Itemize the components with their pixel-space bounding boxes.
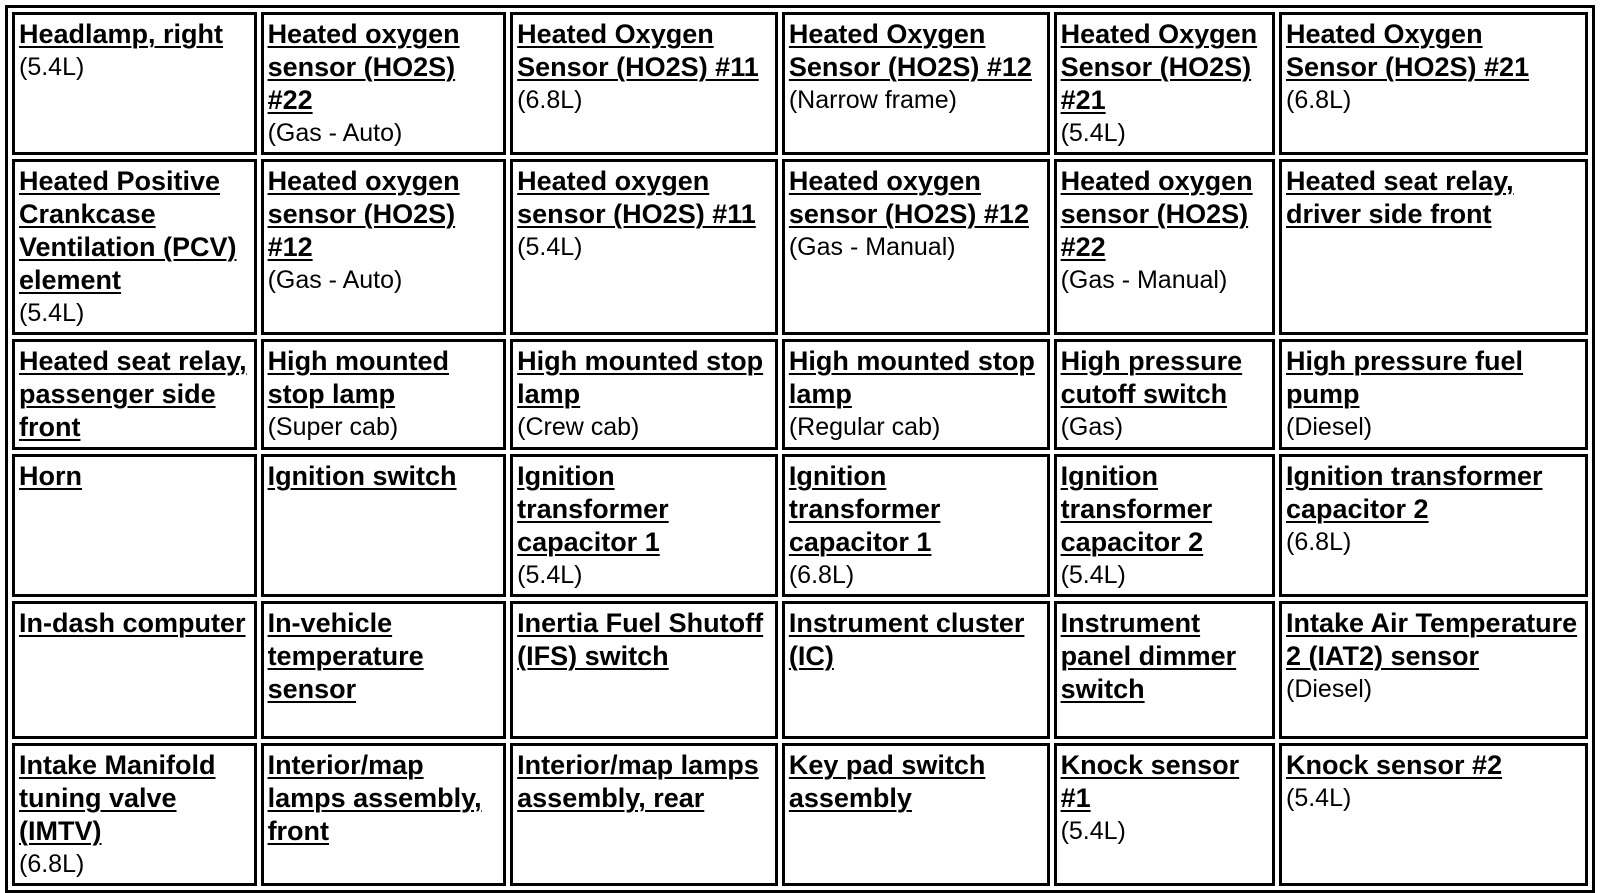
table-cell bbox=[1054, 743, 1275, 886]
component-link[interactable]: Inertia Fuel Shutoff (IFS) switch bbox=[517, 608, 764, 671]
table-cell bbox=[1279, 601, 1588, 739]
table-cell bbox=[1054, 454, 1275, 597]
component-locator-table bbox=[5, 5, 1595, 893]
component-note: (Diesel) bbox=[1286, 413, 1373, 441]
component-note: (Gas - Auto) bbox=[267, 266, 403, 294]
table-cell bbox=[510, 159, 778, 335]
table-cell bbox=[261, 743, 507, 886]
component-link[interactable]: Interior/map lamps assembly, rear bbox=[517, 750, 759, 813]
table-row bbox=[12, 743, 1588, 886]
table-row bbox=[12, 339, 1588, 450]
component-link[interactable]: In-dash computer bbox=[19, 608, 246, 638]
component-note: (Narrow frame) bbox=[788, 86, 957, 114]
component-link[interactable]: Interior/map lamps assembly, front bbox=[267, 750, 482, 846]
component-link[interactable]: In-vehicle temperature sensor bbox=[267, 608, 424, 704]
table-cell bbox=[782, 601, 1050, 739]
component-note: (5.4L) bbox=[1060, 119, 1126, 147]
component-link[interactable]: Horn bbox=[19, 461, 82, 491]
table-row bbox=[12, 601, 1588, 739]
component-note: (Diesel) bbox=[1286, 675, 1373, 703]
table-cell bbox=[510, 601, 778, 739]
table-cell bbox=[510, 454, 778, 597]
component-link[interactable]: Ignition transformer capacitor 2 bbox=[1060, 461, 1213, 557]
component-note: (6.8L) bbox=[1286, 86, 1352, 114]
table-cell bbox=[782, 12, 1050, 155]
table-row bbox=[12, 12, 1588, 155]
component-note: (5.4L) bbox=[517, 233, 583, 261]
component-link[interactable]: High mounted stop lamp bbox=[517, 346, 764, 409]
table-cell bbox=[782, 159, 1050, 335]
component-link[interactable]: Key pad switch assembly bbox=[788, 750, 986, 813]
component-note: (Gas - Manual) bbox=[1060, 266, 1228, 294]
table-cell bbox=[12, 601, 257, 739]
component-link[interactable]: Ignition transformer capacitor 2 bbox=[1286, 461, 1543, 524]
table-cell bbox=[782, 743, 1050, 886]
table-cell bbox=[12, 159, 257, 335]
table-cell bbox=[1279, 339, 1588, 450]
component-link[interactable]: Knock sensor #1 bbox=[1060, 750, 1240, 813]
component-link[interactable]: Heated Oxygen Sensor (HO2S) #21 bbox=[1060, 19, 1258, 115]
table-cell bbox=[1279, 159, 1588, 335]
table-cell bbox=[261, 159, 507, 335]
component-link[interactable]: Heated Positive Crankcase Ventilation (PCV) element bbox=[19, 166, 237, 295]
component-note: (5.4L) bbox=[1060, 561, 1126, 589]
component-link[interactable]: Intake Manifold tuning valve (IMTV) bbox=[19, 750, 216, 846]
component-link[interactable]: Headlamp, right bbox=[19, 19, 224, 49]
component-link[interactable]: Ignition transformer capacitor 1 bbox=[788, 461, 941, 557]
table-cell bbox=[510, 743, 778, 886]
component-note: (5.4L) bbox=[1060, 817, 1126, 845]
component-note: (Gas) bbox=[1060, 413, 1124, 441]
component-link[interactable]: Heated oxygen sensor (HO2S) #22 bbox=[1060, 166, 1253, 262]
component-link[interactable]: Heated seat relay, driver side front bbox=[1286, 166, 1514, 229]
table-cell bbox=[261, 454, 507, 597]
table-cell bbox=[261, 339, 507, 450]
component-link[interactable]: Heated Oxygen Sensor (HO2S) #11 bbox=[517, 19, 759, 82]
component-note: (5.4L) bbox=[19, 299, 85, 327]
table-cell bbox=[1279, 743, 1588, 886]
table-row bbox=[12, 454, 1588, 597]
component-link[interactable]: Heated oxygen sensor (HO2S) #12 bbox=[788, 166, 1029, 229]
component-note: (Regular cab) bbox=[788, 413, 941, 441]
table-cell bbox=[1054, 12, 1275, 155]
component-link[interactable]: High pressure cutoff switch bbox=[1060, 346, 1243, 409]
table-cell bbox=[12, 339, 257, 450]
component-note: (5.4L) bbox=[1286, 784, 1352, 812]
component-note: (6.8L) bbox=[788, 561, 855, 589]
component-note: (Gas - Manual) bbox=[788, 233, 956, 261]
table-cell bbox=[782, 339, 1050, 450]
component-link[interactable]: High mounted stop lamp bbox=[788, 346, 1035, 409]
table-cell bbox=[12, 743, 257, 886]
table-row bbox=[12, 159, 1588, 335]
component-note: (Gas - Auto) bbox=[267, 119, 403, 147]
component-note: (5.4L) bbox=[517, 561, 583, 589]
table-cell bbox=[510, 12, 778, 155]
component-note: (6.8L) bbox=[19, 850, 85, 878]
table-cell bbox=[12, 454, 257, 597]
component-note: (5.4L) bbox=[19, 53, 85, 81]
component-link[interactable]: Knock sensor #2 bbox=[1286, 750, 1503, 780]
table-cell bbox=[510, 339, 778, 450]
table-cell bbox=[12, 12, 257, 155]
component-link[interactable]: Heated Oxygen Sensor (HO2S) #12 bbox=[788, 19, 1032, 82]
table-cell bbox=[261, 12, 507, 155]
component-link[interactable]: Heated oxygen sensor (HO2S) #11 bbox=[517, 166, 756, 229]
component-link[interactable]: Heated oxygen sensor (HO2S) #12 bbox=[267, 166, 460, 262]
component-note: (Crew cab) bbox=[517, 413, 640, 441]
component-note: (6.8L) bbox=[1286, 528, 1352, 556]
table-cell bbox=[1279, 12, 1588, 155]
table-cell bbox=[1054, 601, 1275, 739]
table-cell bbox=[1054, 339, 1275, 450]
component-link[interactable]: High pressure fuel pump bbox=[1286, 346, 1524, 409]
component-link[interactable]: Intake Air Temperature 2 (IAT2) sensor bbox=[1286, 608, 1578, 671]
table-cell bbox=[261, 601, 507, 739]
component-link[interactable]: Ignition transformer capacitor 1 bbox=[517, 461, 669, 557]
component-link[interactable]: High mounted stop lamp bbox=[267, 346, 450, 409]
component-note: (6.8L) bbox=[517, 86, 583, 114]
table-cell bbox=[782, 454, 1050, 597]
table-cell bbox=[1279, 454, 1588, 597]
component-link[interactable]: Ignition switch bbox=[267, 461, 457, 491]
component-note: (Super cab) bbox=[267, 413, 399, 441]
table-cell bbox=[1054, 159, 1275, 335]
component-link[interactable]: Heated seat relay, passenger side front bbox=[19, 346, 247, 442]
component-link[interactable]: Heated oxygen sensor (HO2S) #22 bbox=[267, 19, 460, 115]
component-link[interactable]: Instrument cluster (IC) bbox=[788, 608, 1025, 671]
component-link[interactable]: Heated Oxygen Sensor (HO2S) #21 bbox=[1286, 19, 1530, 82]
component-link[interactable]: Instrument panel dimmer switch bbox=[1060, 608, 1237, 704]
